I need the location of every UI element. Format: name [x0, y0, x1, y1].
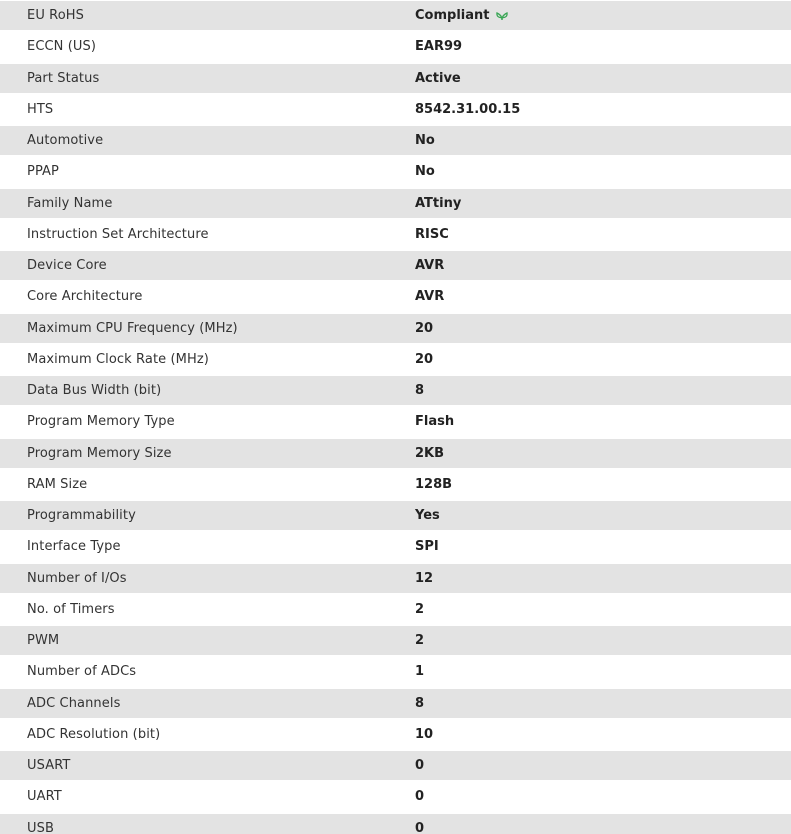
spec-label-text: PWM [27, 633, 60, 649]
spec-label [0, 500, 388, 531]
spec-value-text: 8542.31.00.15 [415, 101, 521, 117]
spec-value-text: No [415, 133, 435, 149]
spec-row-21 [0, 656, 791, 687]
spec-value [388, 625, 791, 656]
spec-value [388, 688, 791, 719]
spec-label-text: Program Memory Type [27, 414, 175, 430]
spec-row-4 [0, 125, 791, 156]
spec-row-14 [0, 438, 791, 469]
spec-value-text: SPI [415, 539, 439, 555]
spec-label-text: RAM Size [27, 476, 88, 492]
spec-row-25 [0, 781, 791, 812]
spec-label [0, 375, 388, 406]
spec-label-text: Program Memory Size [27, 445, 172, 461]
spec-label-text: Instruction Set Architecture [27, 226, 209, 242]
spec-label-text: Interface Type [27, 539, 121, 555]
spec-value [388, 406, 791, 437]
spec-value-text: 12 [415, 570, 434, 586]
spec-value-text: 2 [415, 633, 425, 649]
spec-label [0, 250, 388, 281]
spec-label [0, 125, 388, 156]
spec-label-text: ADC Channels [27, 695, 121, 711]
spec-row-0 [0, 0, 791, 31]
spec-label-text: Number of ADCs [27, 664, 137, 680]
spec-value [388, 313, 791, 344]
spec-label-text: Family Name [27, 195, 113, 211]
spec-label-text: Number of I/Os [27, 570, 127, 586]
spec-row-6 [0, 188, 791, 219]
spec-value [388, 563, 791, 594]
spec-label-text: Data Bus Width (bit) [27, 383, 162, 399]
spec-row-20 [0, 625, 791, 656]
spec-value [388, 813, 791, 834]
spec-label-text: HTS [27, 101, 54, 117]
spec-value [388, 438, 791, 469]
spec-label-text: Maximum CPU Frequency (MHz) [27, 320, 238, 336]
spec-value-text: AVR [415, 289, 445, 305]
spec-row-5 [0, 156, 791, 187]
spec-label [0, 813, 388, 834]
spec-row-1 [0, 31, 791, 62]
spec-row-9 [0, 281, 791, 312]
spec-label-text: PPAP [27, 164, 59, 180]
spec-label-text: ECCN (US) [27, 39, 97, 55]
spec-label-text: No. of Timers [27, 601, 115, 617]
spec-label [0, 63, 388, 94]
spec-value-text: Active [415, 70, 461, 86]
spec-row-13 [0, 406, 791, 437]
spec-value-text: Compliant [415, 8, 490, 24]
spec-value [388, 219, 791, 250]
spec-row-23 [0, 719, 791, 750]
spec-row-7 [0, 219, 791, 250]
spec-label [0, 281, 388, 312]
spec-label-text: Device Core [27, 258, 107, 274]
spec-value-text: 20 [415, 320, 434, 336]
spec-label-text: USB [27, 821, 54, 834]
spec-row-10 [0, 313, 791, 344]
spec-value-text: 2 [415, 601, 425, 617]
spec-label-text: ADC Resolution (bit) [27, 726, 161, 742]
spec-label-text: Part Status [27, 70, 100, 86]
spec-label [0, 188, 388, 219]
spec-row-24 [0, 750, 791, 781]
spec-row-17 [0, 531, 791, 562]
spec-label [0, 688, 388, 719]
spec-value [388, 250, 791, 281]
spec-value-text: Yes [415, 508, 440, 524]
spec-value [388, 344, 791, 375]
spec-label [0, 406, 388, 437]
spec-row-18 [0, 563, 791, 594]
spec-value [388, 500, 791, 531]
spec-label [0, 750, 388, 781]
spec-value [388, 0, 791, 31]
spec-value-text: 10 [415, 726, 434, 742]
spec-label-text: USART [27, 758, 71, 774]
spec-row-8 [0, 250, 791, 281]
spec-label [0, 313, 388, 344]
spec-value [388, 125, 791, 156]
spec-value-text: 8 [415, 383, 425, 399]
spec-row-12 [0, 375, 791, 406]
spec-value-text: No [415, 164, 435, 180]
spec-label [0, 563, 388, 594]
spec-label [0, 344, 388, 375]
spec-value [388, 188, 791, 219]
spec-row-3 [0, 94, 791, 125]
spec-row-26 [0, 813, 791, 834]
spec-label [0, 438, 388, 469]
leaf-icon [495, 9, 509, 21]
spec-row-19 [0, 594, 791, 625]
spec-value [388, 531, 791, 562]
spec-value [388, 750, 791, 781]
spec-value [388, 594, 791, 625]
spec-value [388, 719, 791, 750]
spec-label [0, 625, 388, 656]
spec-label [0, 31, 388, 62]
spec-value-text: EAR99 [415, 39, 463, 55]
spec-label-text: Automotive [27, 133, 104, 149]
spec-value [388, 156, 791, 187]
spec-value-text: RISC [415, 226, 449, 242]
spec-value-text: 8 [415, 695, 425, 711]
spec-value [388, 94, 791, 125]
spec-value-text: ATtiny [415, 195, 462, 211]
spec-row-15 [0, 469, 791, 500]
spec-row-22 [0, 688, 791, 719]
spec-value [388, 656, 791, 687]
spec-label [0, 469, 388, 500]
spec-label [0, 719, 388, 750]
spec-label [0, 781, 388, 812]
spec-label [0, 531, 388, 562]
spec-label-text: Core Architecture [27, 289, 143, 305]
spec-label [0, 0, 388, 31]
spec-row-16 [0, 500, 791, 531]
spec-label-text: Maximum Clock Rate (MHz) [27, 351, 209, 367]
spec-value-text: 2KB [415, 445, 445, 461]
spec-value [388, 469, 791, 500]
spec-value-text: 20 [415, 351, 434, 367]
spec-label [0, 94, 388, 125]
spec-value-text: 0 [415, 789, 425, 805]
spec-label [0, 219, 388, 250]
spec-label [0, 656, 388, 687]
spec-value-text: AVR [415, 258, 445, 274]
spec-label-text: EU RoHS [27, 8, 84, 24]
spec-value-text: 128B [415, 476, 453, 492]
spec-value [388, 281, 791, 312]
spec-value [388, 781, 791, 812]
spec-label [0, 156, 388, 187]
spec-value [388, 31, 791, 62]
spec-row-11 [0, 344, 791, 375]
spec-value [388, 63, 791, 94]
spec-value-text: 0 [415, 758, 425, 774]
spec-label-text: UART [27, 789, 62, 805]
spec-row-2 [0, 63, 791, 94]
spec-label-text: Programmability [27, 508, 136, 524]
spec-value-text: 0 [415, 821, 425, 834]
spec-value-text: 1 [415, 664, 425, 680]
spec-value-text: Flash [415, 414, 455, 430]
spec-label [0, 594, 388, 625]
spec-value [388, 375, 791, 406]
